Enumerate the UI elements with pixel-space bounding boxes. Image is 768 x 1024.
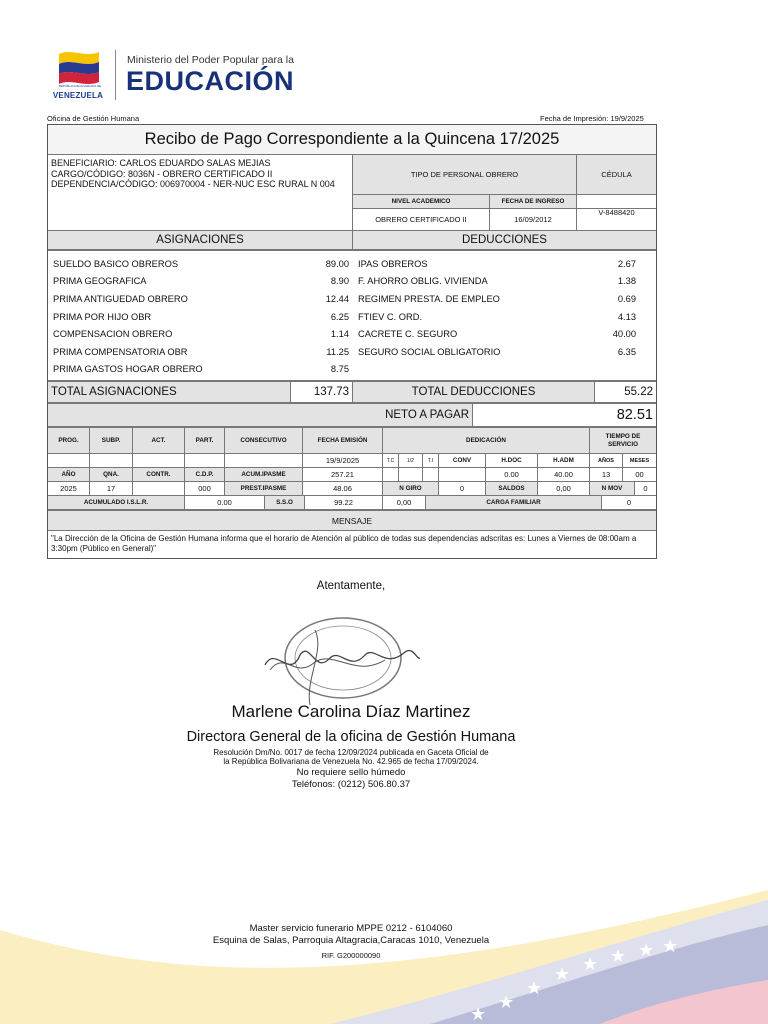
prest-ipasme-value: 48.06 bbox=[303, 482, 383, 495]
ministry-line: Ministerio del Poder Popular para la bbox=[127, 54, 294, 66]
star-icon: ★ bbox=[638, 940, 655, 960]
acum-ipasme-value: 257.21 bbox=[303, 468, 383, 481]
totals-row bbox=[48, 382, 656, 404]
footer-line-1: Master servicio funerario MPPE 0212 - 6104060 bbox=[249, 923, 453, 934]
saldos-value: 0,00 bbox=[538, 482, 590, 495]
list-item: PRIMA ANTIGUEDAD OBRERO 12.44 bbox=[53, 293, 349, 304]
footer-line-2: Esquina de Salas, Parroquia Altagracia,Caracas 1010, Venezuela bbox=[212, 935, 490, 946]
id-value: V-8488420 bbox=[598, 208, 635, 217]
total-deductions-value: 55.22 bbox=[624, 386, 653, 399]
cdp-header: C.D.P. bbox=[185, 468, 225, 481]
message-text: "La Dirección de la Oficina de Gestión Humana informa que el horario de Atención al público de todas sus dependencias adscritas es: Lunes a Viernes de 08:00am a 3:30pm (Público en General)" bbox=[51, 534, 637, 554]
contr-header: CONTR. bbox=[133, 468, 185, 481]
dedication-header: DEDICACIÓN bbox=[383, 428, 590, 453]
entry-date-label: FECHA DE INGRESO bbox=[490, 195, 577, 208]
net-value: 82.51 bbox=[473, 404, 656, 426]
net-row bbox=[48, 404, 656, 428]
beneficiary-name: BENEFICIARIO: CARLOS EDUARDO SALAS MEJIAS bbox=[51, 158, 271, 168]
qna-value: 17 bbox=[90, 482, 133, 495]
star-icon: ★ bbox=[526, 978, 543, 998]
tc-header: T.C bbox=[383, 454, 399, 467]
half-header: 1/2 bbox=[399, 454, 423, 467]
details-subheader-row bbox=[48, 454, 656, 468]
assignments-heading: ASIGNACIONES bbox=[48, 231, 353, 249]
issue-date-value: 19/9/2025 bbox=[303, 454, 383, 467]
header-divider bbox=[115, 50, 116, 100]
resolution-line-1: Resolución Dm/No. 0017 de fecha 12/09/2024 publicada en Gaceta Oficial de bbox=[213, 748, 489, 757]
section-headings bbox=[48, 231, 656, 251]
deductions-list bbox=[353, 255, 656, 378]
nmov-header: N MOV bbox=[590, 482, 635, 495]
subp-header: SUBP. bbox=[90, 428, 133, 453]
closing-text: Atentamente, bbox=[316, 580, 386, 592]
signatory-title: Directora General de la oficina de Gestión Humana bbox=[186, 729, 516, 745]
seal-note: No requiere sello húmedo bbox=[296, 767, 406, 778]
ngiro-value: 0 bbox=[439, 482, 486, 495]
star-icon: ★ bbox=[554, 964, 571, 984]
footer-rif: RIF. G200000090 bbox=[321, 951, 381, 960]
star-icon: ★ bbox=[610, 946, 627, 966]
ministry-name: EDUCACIÓN bbox=[126, 66, 295, 96]
level-value: OBRERO CERTIFICADO II bbox=[353, 209, 490, 230]
qna-header: QNA. bbox=[90, 468, 133, 481]
saldos-header: SALDOS bbox=[486, 482, 538, 495]
print-date: Fecha de Impresión: 19/9/2025 bbox=[540, 114, 644, 123]
deductions-heading: DEDUCCIONES bbox=[462, 234, 547, 246]
details-row-4 bbox=[48, 482, 656, 496]
level-label: NIVEL ACADEMICO bbox=[353, 195, 490, 208]
details-row-5 bbox=[48, 496, 656, 511]
flag-wave-background bbox=[0, 870, 768, 1024]
beneficiary-dependency: DEPENDENCIA/CÓDIGO: 006970004 - NER-NUC ESC RURAL N 004 bbox=[51, 179, 335, 189]
office-label: Oficina de Gestión Humana bbox=[47, 114, 140, 123]
items-list bbox=[48, 251, 656, 382]
phones: Teléfonos: (0212) 506.80.37 bbox=[291, 779, 411, 790]
message-heading: MENSAJE bbox=[48, 511, 656, 531]
total-deductions-label: TOTAL DEDUCCIONES bbox=[353, 382, 595, 402]
list-item: PRIMA GASTOS HOGAR OBRERO 8.75 bbox=[53, 364, 349, 375]
details-header-row bbox=[48, 428, 656, 454]
months-value: 00 bbox=[635, 470, 644, 480]
islr-value: 0.00 bbox=[185, 496, 265, 509]
hadm-value: 40.00 bbox=[538, 468, 590, 481]
star-icon: ★ bbox=[582, 954, 599, 974]
republic-logo bbox=[48, 46, 118, 104]
signatory-name: Marlene Carolina Díaz Martinez bbox=[231, 702, 471, 721]
sso-value: 99.22 bbox=[305, 496, 383, 509]
assignments-list bbox=[48, 255, 353, 378]
list-item: PRIMA COMPENSATORIA OBR 11.25 bbox=[53, 346, 349, 357]
part-header: PART. bbox=[185, 428, 225, 453]
ti-header: T.I bbox=[423, 454, 439, 467]
prest-ipasme-header: PREST.IPASME bbox=[225, 482, 303, 495]
total-assignments-label: TOTAL ASIGNACIONES bbox=[48, 382, 291, 402]
list-item: FTIEV C. ORD. 4.13 bbox=[358, 311, 636, 322]
year-header: AÑO bbox=[48, 468, 90, 481]
cdp-value: 000 bbox=[185, 482, 225, 495]
sso-secondary-value: 0,00 bbox=[383, 496, 426, 509]
staff-type: TIPO DE PERSONAL OBRERO bbox=[353, 155, 577, 194]
payment-receipt-form bbox=[47, 124, 657, 559]
ngiro-header: N GIRO bbox=[383, 482, 439, 495]
hdoc-header: H.DOC bbox=[486, 454, 538, 467]
family-load-header: CARGA FAMILIAR bbox=[426, 496, 602, 509]
list-item: SUELDO BASICO OBREROS 89.00 bbox=[53, 258, 349, 269]
consecutive-header: CONSECUTIVO bbox=[225, 428, 303, 453]
receipt-title: Recibo de Pago Correspondiente a la Quincena 17/2025 bbox=[48, 125, 656, 155]
acum-ipasme-header: ACUM.IPASME bbox=[225, 468, 303, 481]
star-icon: ★ bbox=[498, 992, 515, 1012]
details-row-3 bbox=[48, 468, 656, 482]
net-label: NETO A PAGAR bbox=[48, 404, 473, 426]
hadm-header: H.ADM bbox=[538, 454, 590, 467]
months-header: MESES bbox=[629, 457, 650, 464]
list-item: PRIMA GEOGRAFICA 8.90 bbox=[53, 276, 349, 287]
star-icon: ★ bbox=[662, 936, 679, 956]
conv-header: CONV bbox=[439, 454, 486, 467]
republic-label: REPÚBLICA BOLIVARIANA DE bbox=[58, 84, 102, 88]
list-item: CACRETE C. SEGURO 40.00 bbox=[358, 329, 636, 340]
list-item: IPAS OBREROS 2.67 bbox=[358, 258, 636, 269]
list-item: SEGURO SOCIAL OBLIGATORIO 6.35 bbox=[358, 346, 636, 357]
list-item: PRIMA POR HIJO OBR 6.25 bbox=[53, 311, 349, 322]
beneficiary-block bbox=[48, 155, 656, 231]
prog-header: PROG. bbox=[48, 428, 90, 453]
resolution-line-2: la República Bolivariana de Venezuela No. 42.965 de fecha 17/09/2024. bbox=[223, 757, 479, 766]
issue-date-header: FECHA EMISIÓN bbox=[303, 428, 383, 453]
nmov-value: 0 bbox=[643, 484, 648, 494]
total-assignments-value: 137.73 bbox=[291, 382, 353, 402]
list-item: F. AHORRO OBLIG. VIVIENDA 1.38 bbox=[358, 276, 636, 287]
country-label: VENEZUELA bbox=[52, 91, 104, 100]
year-value: 2025 bbox=[48, 482, 90, 495]
list-item: COMPENSACION OBRERO 1.14 bbox=[53, 329, 349, 340]
family-load-value: 0 bbox=[626, 498, 632, 508]
years-value: 13 bbox=[590, 468, 623, 481]
beneficiary-position: CARGO/CÓDIGO: 8036N - OBRERO CERTIFICADO II bbox=[51, 168, 273, 179]
act-header: ACT. bbox=[133, 428, 185, 453]
staff-info bbox=[353, 155, 656, 230]
islr-header: ACUMULADO I.S.L.R. bbox=[48, 496, 185, 509]
official-seal-signature bbox=[255, 610, 425, 710]
sso-header: S.S.O bbox=[265, 496, 305, 509]
beneficiary-info bbox=[48, 155, 353, 230]
service-time-header: TIEMPO DE SERVICIO bbox=[590, 428, 656, 453]
id-label: CÉDULA bbox=[577, 155, 656, 194]
hdoc-value: 0.00 bbox=[486, 468, 538, 481]
venezuela-flag-icon bbox=[53, 48, 103, 86]
list-item: REGIMEN PRESTA. DE EMPLEO 0.69 bbox=[358, 293, 636, 304]
entry-date-value: 16/09/2012 bbox=[490, 209, 577, 230]
star-icon: ★ bbox=[470, 1004, 487, 1024]
years-header: AÑOS bbox=[590, 454, 623, 467]
